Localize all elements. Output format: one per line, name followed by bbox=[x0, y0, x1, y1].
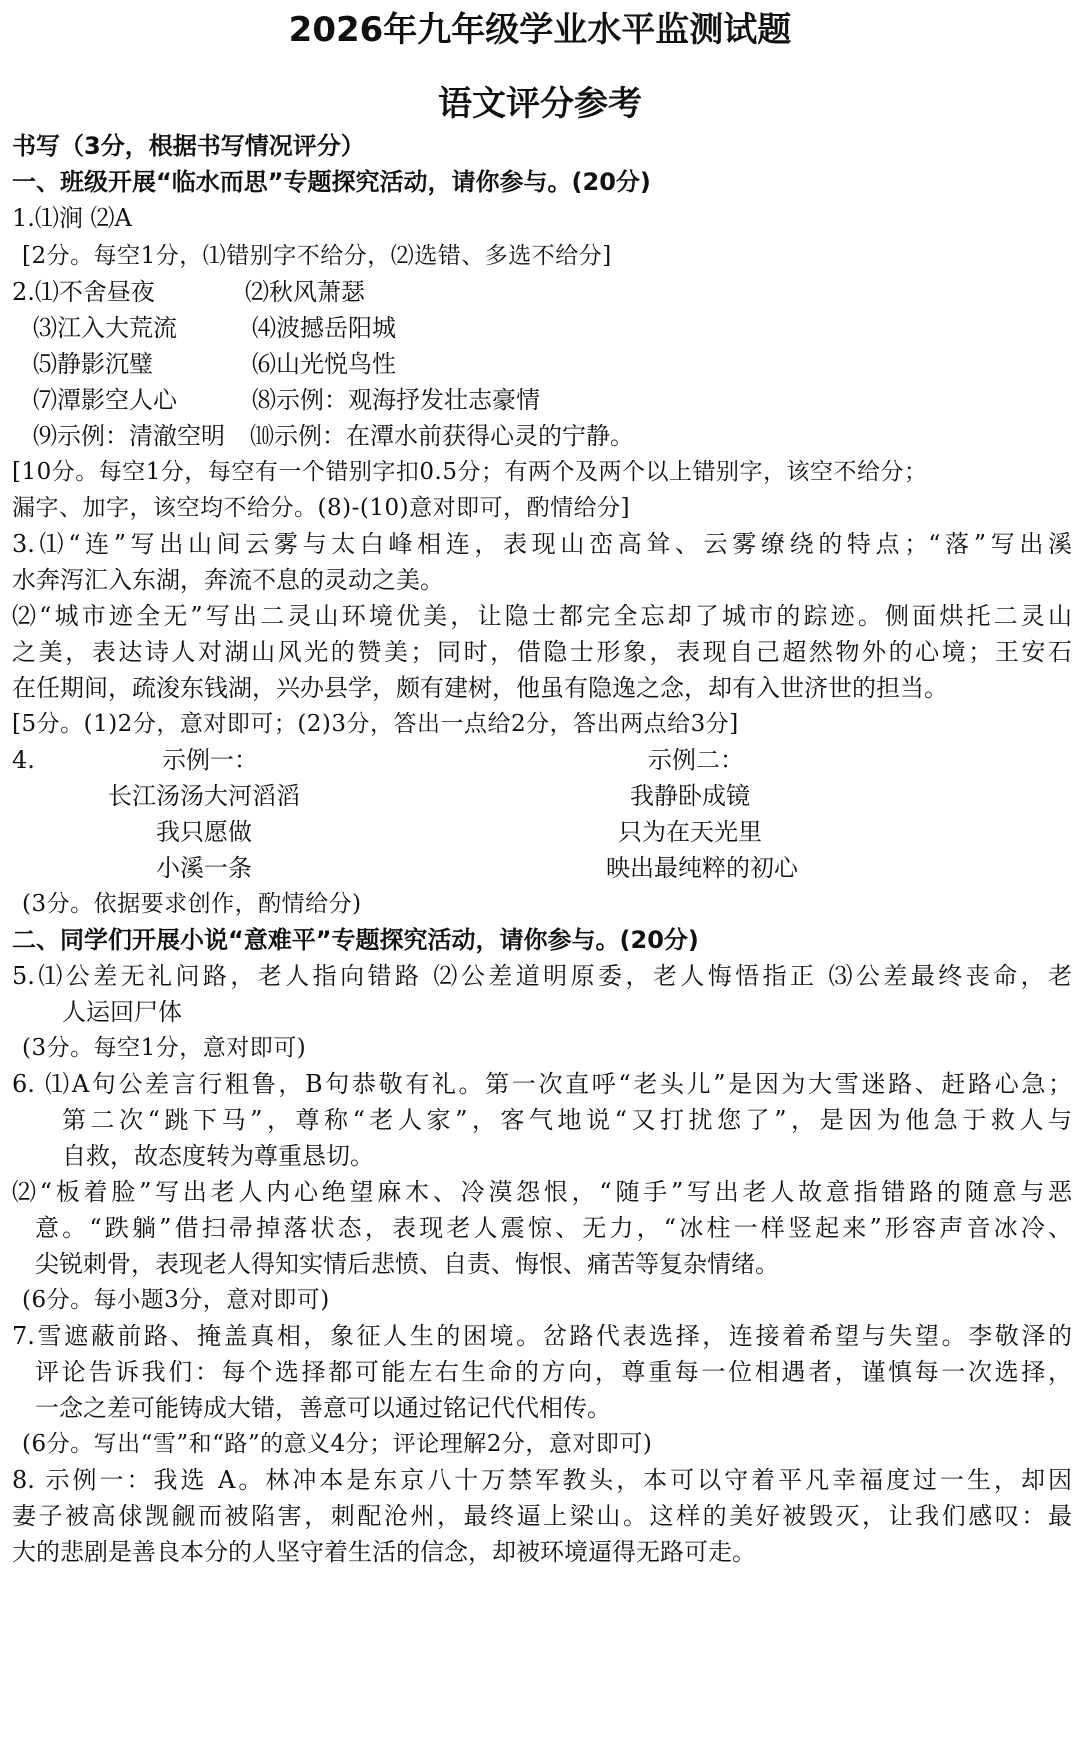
q7-scoring: (6分。写出“雪”和“路”的意义4分；评论理解2分，意对即可) bbox=[22, 1431, 653, 1457]
q1-scoring: [2分。每空1分，⑴错别字不给分，⑵选错、多选不给分] bbox=[22, 243, 612, 269]
q2-scoring-line-2: 漏字、加字，该空均不给分。(8)-(10)意对即可，酌情给分] bbox=[12, 495, 631, 521]
q2-answer-8: ⑻示例：观海抒发壮志豪情 bbox=[252, 386, 540, 414]
handwriting-score-note: 书写（3分，根据书写情况评分） bbox=[12, 132, 365, 160]
q2-answer-6: ⑹山光悦鸟性 bbox=[252, 350, 396, 378]
q2-answer-5: ⑸静影沉璧 bbox=[33, 350, 153, 378]
q3-part2-line-3: 在任期间，疏浚东钱湖，兴办县学，颇有建树，他虽有隐逸之念，却有入世济世的担当。 bbox=[12, 674, 948, 702]
q2-answer-3: ⑶江入大荒流 bbox=[33, 314, 177, 342]
q2-answer-2: ⑵秋风萧瑟 bbox=[245, 278, 365, 306]
section-one-heading: 一、班级开展“临水而思”专题探究活动，请你参与。(20分) bbox=[12, 168, 651, 196]
q6-part2-line-1: ⑵“板着脸”写出老人内心绝望麻木、冷漠怨恨，“随手”写出老人故意指错路的随意与恶 bbox=[12, 1178, 1072, 1206]
q4-example-2-line-1: 我静卧成镜 bbox=[630, 782, 750, 810]
q6-part2-line-3: 尖锐刺骨，表现老人得知实情后悲愤、自责、悔恨、痛苦等复杂情绪。 bbox=[35, 1250, 779, 1278]
q6-part1-line-2: 第二次“跳下马”，尊称“老人家”，客气地说“又打扰您了”，是因为他急于救人与 bbox=[62, 1106, 1072, 1134]
q6-part1-line-1: 6. ⑴A句公差言行粗鲁，B句恭敬有礼。第一次直呼“老头儿”是因为大雪迷路、赶路心急； bbox=[12, 1070, 1072, 1098]
q4-example-1-line-2: 我只愿做 bbox=[156, 818, 252, 846]
q2-answer-1: 2.⑴不舍昼夜 bbox=[12, 278, 155, 306]
q4-scoring: (3分。依据要求创作，酌情给分) bbox=[22, 891, 362, 917]
q6-scoring: (6分。每小题3分，意对即可) bbox=[22, 1287, 330, 1313]
q2-answer-4: ⑷波撼岳阳城 bbox=[252, 314, 396, 342]
exam-subtitle: 语文评分参考 bbox=[438, 84, 642, 124]
q6-part1-line-3: 自救，故态度转为尊重恳切。 bbox=[62, 1142, 374, 1170]
q5-answer-line-1: 5.⑴公差无礼问路，老人指向错路 ⑵公差道明原委，老人悔悟指正 ⑶公差最终丧命，老 bbox=[12, 962, 1072, 990]
q4-example-1-label: 示例一： bbox=[162, 746, 258, 774]
q3-part2-line-2: 之美，表达诗人对湖山风光的赞美；同时，借隐士形象，表现自己超然物外的心境；王安石 bbox=[12, 638, 1072, 666]
q4-example-2-label: 示例二： bbox=[648, 746, 744, 774]
q4-example-1-line-3: 小溪一条 bbox=[156, 854, 252, 882]
q1-answer: 1.⑴涧 ⑵A bbox=[12, 204, 132, 232]
exam-title: 2026年九年级学业水平监测试题 bbox=[288, 10, 792, 50]
q6-part2-line-2: 意。“跌躺”借扫帚掉落状态，表现老人震惊、无力，“冰柱一样竖起来”形容声音冰冷、 bbox=[35, 1214, 1072, 1242]
q3-scoring: [5分。(1)2分，意对即可；(2)3分，答出一点给2分，答出两点给3分] bbox=[12, 711, 739, 737]
q4-example-2-line-3: 映出最纯粹的初心 bbox=[606, 854, 798, 882]
q5-scoring: (3分。每空1分，意对即可) bbox=[22, 1035, 307, 1061]
q7-answer-line-3: 一念之差可能铸成大错，善意可以通过铭记代代相传。 bbox=[35, 1394, 611, 1422]
q3-part1-line-2: 水奔泻汇入东湖，奔流不息的灵动之美。 bbox=[12, 566, 444, 594]
section-two-heading: 二、同学们开展小说“意难平”专题探究活动，请你参与。(20分) bbox=[12, 926, 699, 954]
q3-part2-line-1: ⑵“城市迹全无”写出二灵山环境优美，让隐士都完全忘却了城市的踪迹。侧面烘托二灵山 bbox=[12, 602, 1072, 630]
q3-part1-line-1: 3.⑴“连”写出山间云雾与太白峰相连，表现山峦高耸、云雾缭绕的特点；“落”写出溪 bbox=[12, 530, 1072, 558]
q8-answer-line-2: 妻子被高俅觊觎而被陷害，刺配沧州，最终逼上梁山。这样的美好被毁灭，让我们感叹：最 bbox=[12, 1502, 1072, 1530]
q4-example-1-line-1: 长江汤汤大河滔滔 bbox=[108, 782, 300, 810]
q2-scoring-line-1: [10分。每空1分，每空有一个错别字扣0.5分；有两个及两个以上错别字，该空不给分； bbox=[12, 459, 928, 485]
q2-answer-7: ⑺潭影空人心 bbox=[33, 386, 177, 414]
q7-answer-line-1: 7.雪遮蔽前路、掩盖真相，象征人生的困境。岔路代表选择，连接着希望与失望。李敬泽的 bbox=[12, 1322, 1072, 1350]
q2-answer-9: ⑼示例：清澈空明 bbox=[33, 422, 225, 450]
q2-answer-10: ⑽示例：在潭水前获得心灵的宁静。 bbox=[250, 422, 634, 450]
q4-number: 4. bbox=[12, 746, 35, 774]
q7-answer-line-2: 评论告诉我们：每个选择都可能左右生命的方向，尊重每一位相遇者，谨慎每一次选择， bbox=[35, 1358, 1072, 1386]
q5-answer-line-2: 人运回尸体 bbox=[62, 998, 182, 1026]
q8-answer-line-3: 大的悲剧是善良本分的人坚守着生活的信念，却被环境逼得无路可走。 bbox=[12, 1538, 756, 1566]
q8-answer-line-1: 8. 示例一：我选 A。林冲本是东京八十万禁军教头，本可以守着平凡幸福度过一生，却因 bbox=[12, 1466, 1072, 1494]
q4-example-2-line-2: 只为在天光里 bbox=[618, 818, 762, 846]
